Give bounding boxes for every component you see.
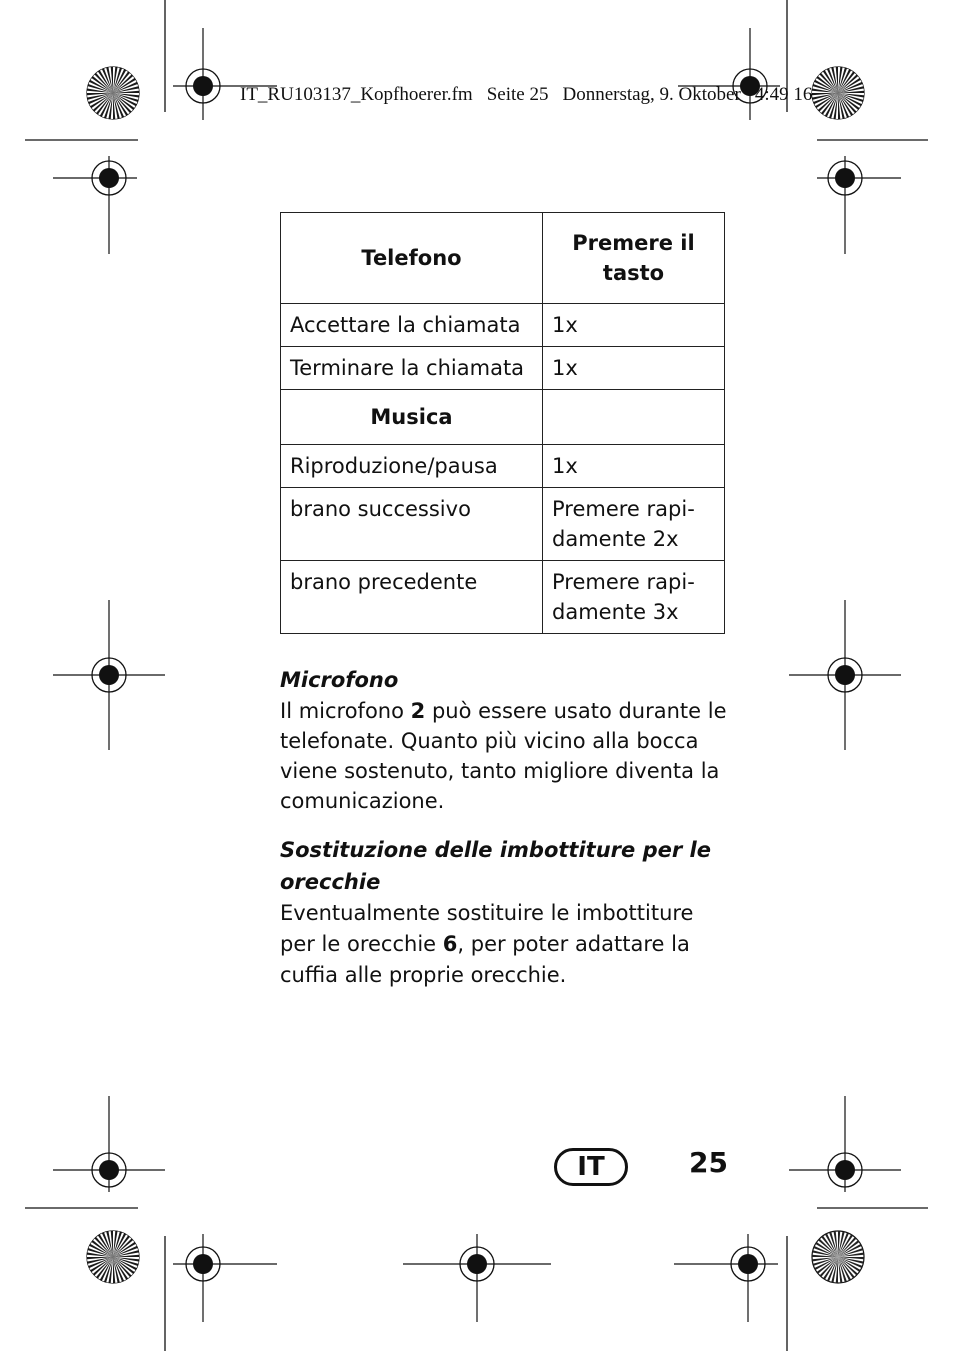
part-reference-number: 2	[410, 699, 426, 723]
header-telefono: Telefono	[281, 213, 543, 304]
paragraph-imbottiture	[280, 898, 730, 991]
section-microfono	[280, 664, 730, 816]
imbottiture-text-after: , per poter adattare la cuffia alle proprie orecchie.	[280, 932, 690, 987]
registration-mark-bottom-center	[403, 1234, 551, 1322]
table-cell-action: brano successivo	[281, 488, 543, 561]
table-row	[281, 445, 725, 488]
table-cell-action: brano precedente	[281, 561, 543, 634]
starburst-mark-bottom-right	[812, 1231, 864, 1283]
registration-mark-lower-right	[789, 1096, 901, 1192]
header-premere-tasto: Premere il tasto	[543, 213, 725, 304]
imbottiture-text-before: Eventualmente sostituire le imbottiture per le orecchie	[280, 901, 694, 956]
microfono-text-after: può essere usato durante le telefonate. Quanto più vicino alla bocca viene sostenuto, tanto migliore diventa la comunicazione.	[280, 699, 727, 813]
table-cell-press: Premere rapi-damente 3x	[543, 561, 725, 634]
slug-time: 4:49 16	[754, 84, 813, 105]
registration-mark-upper-right	[817, 156, 901, 254]
starburst-mark-top-left	[87, 67, 139, 119]
slug-date: Donnerstag, 9. Oktober	[562, 84, 741, 105]
heading-imbottiture: Sostituzione delle imbottiture per le orecchie	[280, 838, 711, 894]
section-musica: Musica	[281, 390, 543, 445]
table-cell-press: 1x	[543, 445, 725, 488]
registration-mark-middle-right	[789, 600, 901, 750]
table-cell-press: 1x	[543, 304, 725, 347]
slug-filename: IT_RU103137_Kopfhoerer.fm	[240, 84, 473, 105]
table-cell-action: Accettare la chiamata	[281, 304, 543, 347]
registration-mark-middle-left	[53, 600, 165, 750]
table-row	[281, 304, 725, 347]
section-musica-empty	[543, 390, 725, 445]
table-cell-press: Premere rapi-damente 2x	[543, 488, 725, 561]
page-number: 25	[689, 1146, 728, 1179]
registration-mark-upper-left	[53, 156, 137, 254]
table-row	[281, 561, 725, 634]
table-row	[281, 347, 725, 390]
table-row	[281, 488, 725, 561]
language-badge	[554, 1148, 628, 1186]
table-header-row	[281, 213, 725, 304]
language-code: IT	[577, 1152, 605, 1182]
section-imbottiture	[280, 834, 730, 991]
slug-page: Seite 25	[486, 84, 549, 105]
microfono-text-before: Il microfono	[280, 699, 411, 723]
table-cell-action: Riproduzione/pausa	[281, 445, 543, 488]
part-reference-number: 6	[442, 932, 458, 956]
registration-mark-bottom-left	[173, 1234, 277, 1322]
body-content	[280, 664, 730, 991]
registration-mark-bottom-right	[674, 1234, 778, 1322]
registration-mark-lower-left	[53, 1096, 165, 1192]
button-commands-table	[280, 212, 725, 634]
table-cell-action: Terminare la chiamata	[281, 347, 543, 390]
starburst-mark-bottom-left	[87, 1231, 139, 1283]
table-section-row-musica	[281, 390, 725, 445]
heading-microfono: Microfono	[280, 668, 399, 692]
paragraph-microfono	[280, 696, 730, 816]
table-cell-press: 1x	[543, 347, 725, 390]
print-slug-line	[240, 84, 930, 114]
